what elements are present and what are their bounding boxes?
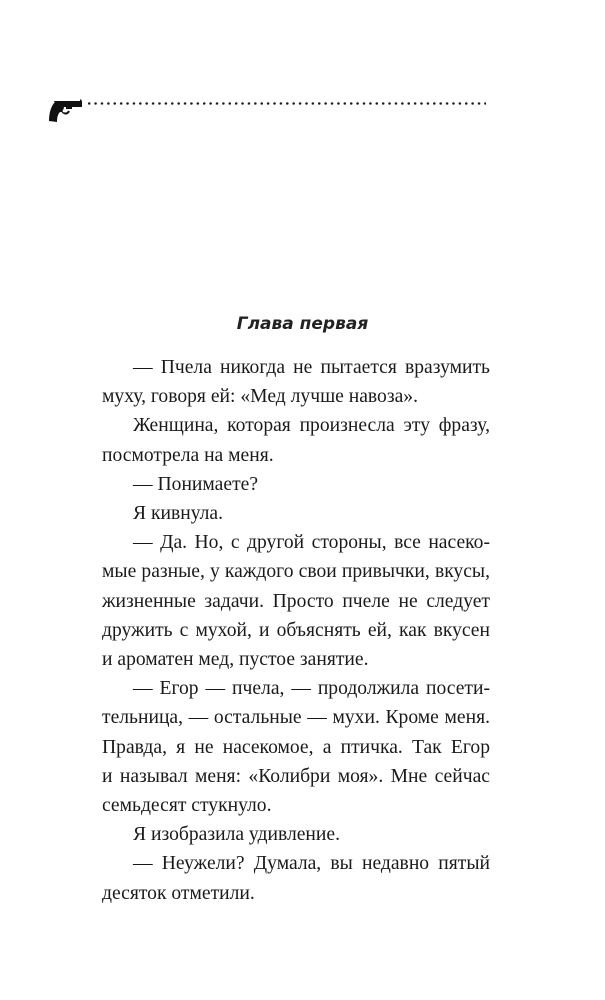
paragraph (71, 411, 490, 469)
chapter-header-ornament (48, 96, 490, 126)
text-line: и ароматен мед, пустое занятие. (102, 649, 369, 671)
revolver-icon (48, 98, 84, 124)
chapter-title: Глава первая (236, 314, 369, 334)
text-line: тельница, — остальные — мухи. Кроме меня. (102, 707, 490, 729)
text-line: муху, говоря ей: «Мед лучше навоза». (102, 386, 418, 408)
paragraph (71, 849, 490, 907)
paragraph (71, 499, 490, 528)
dotted-rule (86, 102, 486, 105)
text-line: — Егор — пчела, — продолжила посети- (133, 678, 490, 700)
paragraph (71, 674, 490, 820)
text-line: — Пчела никогда не пытается вразумить (133, 357, 490, 378)
text-line: Я изобразила удивление. (133, 824, 340, 846)
text-line: семьдесят стукнуло. (102, 795, 272, 817)
text-line: — Неужели? Думала, вы недавно пятый (133, 853, 490, 875)
text-line: мые разные, у каждого свои привычки, вкусы, (102, 561, 490, 583)
text-line: — Да. Но, с другой стороны, все насеко- (133, 532, 490, 554)
chapter-body (71, 353, 490, 908)
paragraph (71, 528, 490, 674)
text-line: и называл меня: «Колибри моя». Мне сейчас (102, 765, 490, 787)
paragraph (71, 353, 490, 411)
text-line: посмотрела на меня. (102, 444, 274, 466)
text-line: Правда, я не насекомое, а птичка. Так Егор (102, 736, 490, 758)
text-line: — Понимаете? (133, 473, 259, 495)
paragraph (71, 820, 490, 849)
text-line: Я кивнула. (133, 503, 224, 525)
text-line: десяток отметили. (102, 882, 255, 904)
text-line: жизненные задачи. Просто пчеле не следует (102, 590, 490, 612)
text-line: дружить с мухой, и объяснять ей, как вкусен (102, 619, 490, 641)
paragraph (71, 470, 490, 499)
text-line: Женщина, которая произнесла эту фразу, (133, 415, 490, 437)
